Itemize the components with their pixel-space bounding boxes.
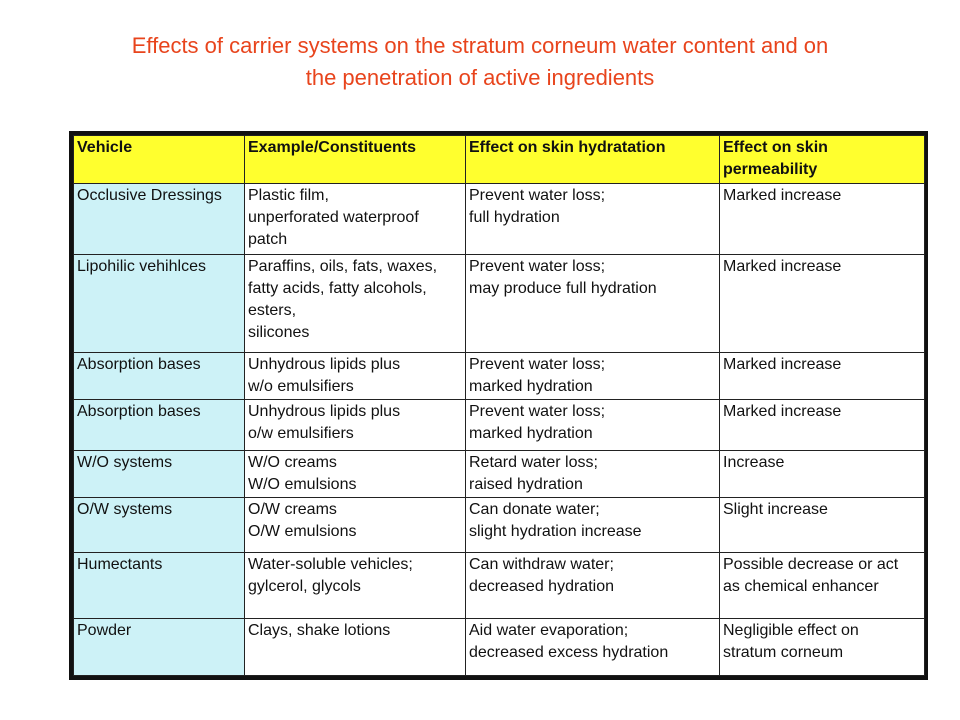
table-row (74, 451, 925, 498)
cell-text: Increase (723, 454, 785, 472)
cell-text: slight hydration increase (469, 523, 642, 541)
cell-vehicle (74, 553, 245, 618)
cell-example (245, 255, 466, 353)
cell-text: W/O creams (248, 454, 337, 472)
cell-text: Prevent water loss; (469, 356, 606, 374)
cell-text: silicones (248, 324, 310, 342)
cell-text: Prevent water loss; (469, 187, 606, 204)
cell-text: marked hydration (469, 378, 593, 396)
cell-text: as chemical enhancer (723, 578, 879, 596)
cell-text: Unhydrous lipids plus (248, 356, 401, 374)
cell-text: Can donate water; (469, 501, 600, 519)
cell-text: Absorption bases (77, 356, 201, 374)
cell-hydration (466, 498, 720, 553)
header-example (245, 136, 466, 184)
cell-vehicle (74, 353, 245, 400)
header-example-label: Example/Constituents (248, 139, 417, 156)
title-line-1: Effects of carrier systems on the stratum corneum water content and on (131, 33, 829, 58)
cell-permeability (720, 553, 925, 618)
cell-hydration (466, 353, 720, 400)
cell-hydration (466, 553, 720, 618)
cell-text: Absorption bases (77, 403, 201, 421)
cell-vehicle (74, 184, 245, 255)
cell-vehicle (74, 400, 245, 451)
cell-text: esters, (248, 302, 297, 320)
cell-example (245, 553, 466, 618)
cell-text: O/W emulsions (248, 523, 357, 541)
table-row (74, 353, 925, 400)
table-row (74, 553, 925, 618)
table-row (74, 255, 925, 353)
cell-text: unperforated waterproof (248, 209, 419, 226)
cell-text: Paraffins, oils, fats, waxes, (248, 258, 438, 276)
cell-text: full hydration (469, 209, 560, 226)
cell-text: decreased hydration (469, 578, 614, 596)
header-row (74, 136, 925, 184)
cell-text: Clays, shake lotions (248, 621, 391, 639)
cell-text: W/O systems (77, 454, 173, 472)
header-hydration-label: Effect on skin hydratation (469, 139, 666, 156)
cell-example (245, 353, 466, 400)
title-line-2: the penetration of active ingredients (305, 65, 655, 90)
cell-text: Occlusive Dressings (77, 187, 222, 204)
table-row (74, 498, 925, 553)
cell-text: W/O emulsions (248, 476, 357, 494)
cell-text: fatty acids, fatty alcohols, (248, 280, 427, 298)
cell-text: Negligible effect on (723, 621, 859, 639)
cell-text: stratum corneum (723, 643, 844, 661)
cell-text: Unhydrous lipids plus (248, 403, 401, 421)
cell-hydration (466, 255, 720, 353)
cell-text: Marked increase (723, 356, 842, 374)
header-vehicle-label: Vehicle (77, 139, 133, 156)
cell-text: Prevent water loss; (469, 403, 606, 421)
cell-text: Water-soluble vehicles; (248, 556, 413, 574)
cell-text: Possible decrease or act (723, 556, 899, 574)
cell-text: Can withdraw water; (469, 556, 614, 574)
table-frame (69, 131, 928, 680)
cell-permeability (720, 451, 925, 498)
cell-permeability (720, 618, 925, 675)
cell-text: Powder (77, 621, 132, 639)
cell-text: raised hydration (469, 476, 583, 494)
cell-vehicle (74, 498, 245, 553)
cell-text: o/w emulsifiers (248, 425, 354, 443)
cell-permeability (720, 255, 925, 353)
header-hydration (466, 136, 720, 184)
cell-permeability (720, 184, 925, 255)
cell-text: marked hydration (469, 425, 593, 443)
cell-text: Plastic film, (248, 187, 329, 204)
header-permeability (720, 136, 925, 184)
cell-text: Marked increase (723, 187, 842, 204)
cell-text: Aid water evaporation; (469, 621, 629, 639)
header-permeability-label: Effect on skin (723, 139, 828, 156)
cell-permeability (720, 353, 925, 400)
cell-text: decreased excess hydration (469, 643, 669, 661)
cell-text: Marked increase (723, 258, 842, 276)
cell-example (245, 400, 466, 451)
cell-text: Marked increase (723, 403, 842, 421)
cell-text: Retard water loss; (469, 454, 598, 472)
cell-text: Prevent water loss; (469, 258, 606, 276)
table-row (74, 184, 925, 255)
cell-text: w/o emulsifiers (248, 378, 354, 396)
header-vehicle (74, 136, 245, 184)
cell-example (245, 618, 466, 675)
cell-vehicle (74, 618, 245, 675)
cell-hydration (466, 618, 720, 675)
cell-example (245, 184, 466, 255)
cell-hydration (466, 400, 720, 451)
cell-text: may produce full hydration (469, 280, 657, 298)
cell-text: Slight increase (723, 501, 828, 519)
cell-hydration (466, 451, 720, 498)
cell-text: patch (248, 231, 288, 248)
header-permeability-label: permeability (723, 161, 818, 178)
cell-hydration (466, 184, 720, 255)
cell-example (245, 498, 466, 553)
cell-example (245, 451, 466, 498)
cell-text: O/W creams (248, 501, 337, 519)
cell-text: Humectants (77, 556, 163, 574)
cell-vehicle (74, 255, 245, 353)
cell-text: Lipohilic vehihlces (77, 258, 206, 276)
cell-permeability (720, 498, 925, 553)
table-row (74, 400, 925, 451)
cell-vehicle (74, 451, 245, 498)
cell-permeability (720, 400, 925, 451)
cell-text: gylcerol, glycols (248, 578, 361, 596)
cell-text: O/W systems (77, 501, 173, 519)
table-row (74, 618, 925, 675)
carrier-systems-table (73, 135, 925, 676)
page-title (30, 30, 930, 94)
